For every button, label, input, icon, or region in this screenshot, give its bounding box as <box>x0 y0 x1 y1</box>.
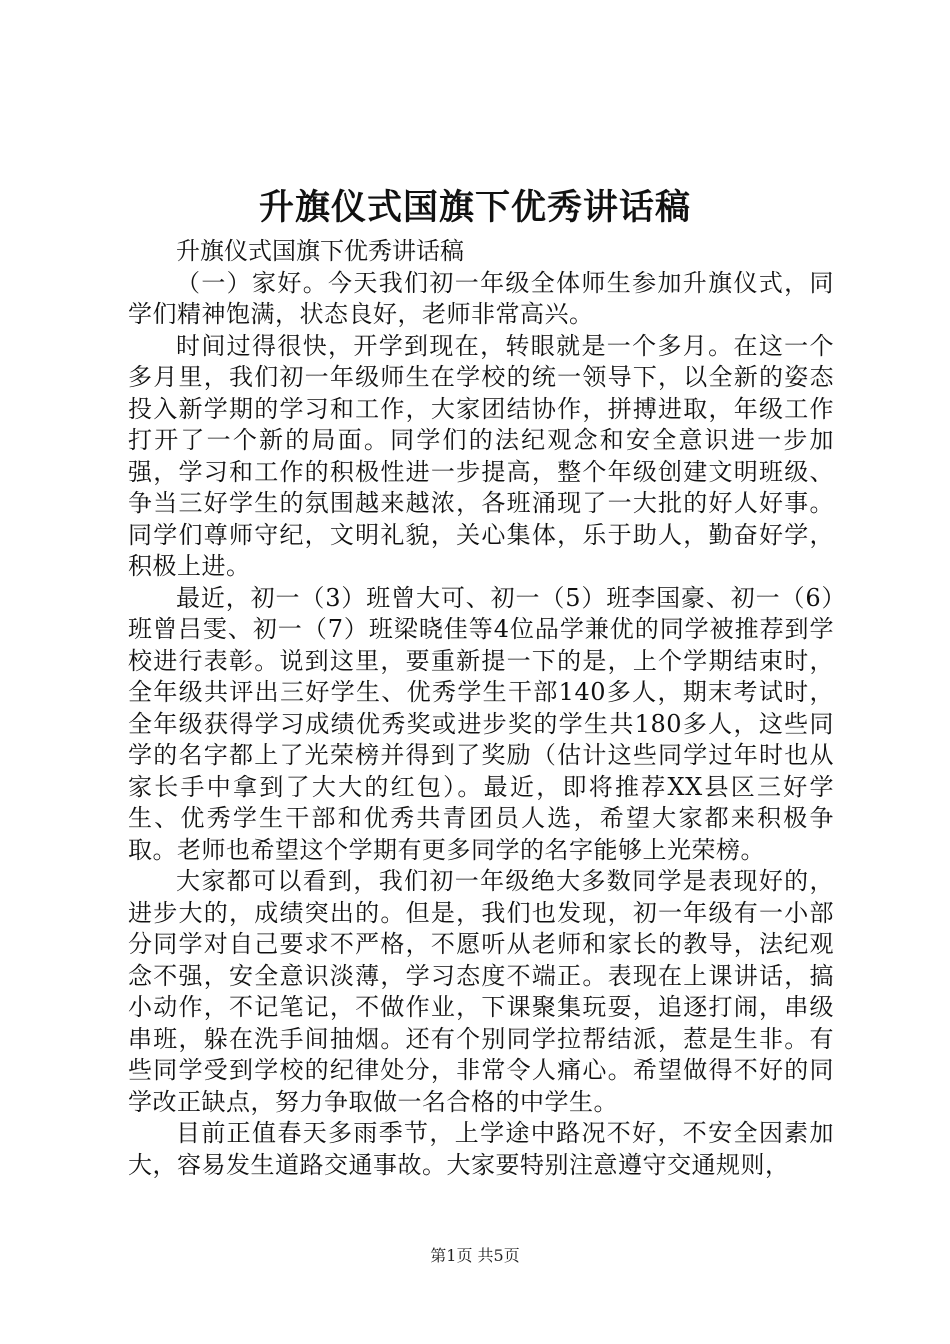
document-subtitle: 升旗仪式国旗下优秀讲话稿 <box>176 237 464 265</box>
paragraph: （一）家好。今天我们初一年级全体师生参加升旗仪式，同学们精神饱满，状态良好，老师非常高兴。 <box>128 268 834 328</box>
page-indicator: 第1页 共5页 <box>430 1246 520 1265</box>
document-title: 升旗仪式国旗下优秀讲话稿 <box>258 187 691 228</box>
paragraph: 时间过得很快，开学到现在，转眼就是一个多月。在这一个多月里，我们初一年级师生在学校的统一领导下，以全新的姿态投入新学期的学习和工作，大家团结协作，拼搏进取，年级工作打开了一个新的局面。同学们的法纪观念和安全意识进一步加强，学习和工作的积极性进一步提高，整个年级创建文明班级、争当三好学生的氛围越来越浓，各班涌现了一大批的好人好事。同学们尊师守纪，文明礼貌，关心集体，乐于助人，勤奋好学，积极上进。 <box>128 331 834 580</box>
page-footer <box>0 1245 950 1267</box>
paragraph: 大家都可以看到，我们初一年级绝大多数同学是表现好的，进步大的，成绩突出的。但是，我们也发现，初一年级有一小部分同学对自己要求不严格，不愿听从老师和家长的教导，法纪观念不强，安全意识淡薄，学习态度不端正。表现在上课讲话，搞小动作，不记笔记，不做作业，下课聚集玩耍，追逐打闹，串级串班，躲在洗手间抽烟。还有个别同学拉帮结派，惹是生非。有些同学受到学校的纪律处分，非常令人痛心。希望做得不好的同学改正缺点，努力争取做一名合格的中学生。 <box>128 867 834 1116</box>
paragraph: 目前正值春天多雨季节，上学途中路况不好，不安全因素加大，容易发生道路交通事故。大家要特别注意遵守交通规则， <box>128 1119 834 1179</box>
paragraph: 最近，初一（3）班曾大可、初一（5）班李国豪、初一（6）班曾吕雯、初一（7）班梁晓佳等4位品学兼优的同学被推荐到学校进行表彰。说到这里，要重新提一下的是，上个学期结束时，全年级共评出三好学生、优秀学生干部140多人，期末考试时，全年级获得学习成绩优秀奖或进步奖的学生共180多人，这些同学的名字都上了光荣榜并得到了奖励（估计这些同学过年时也从家长手中拿到了大大的红包）。最近，即将推荐XX县区三好学生、优秀学生干部和优秀共青团员人选，希望大家都来积极争取。老师也希望这个学期有更多同学的名字能够上光荣榜。 <box>128 583 834 864</box>
document-body <box>128 236 834 1181</box>
